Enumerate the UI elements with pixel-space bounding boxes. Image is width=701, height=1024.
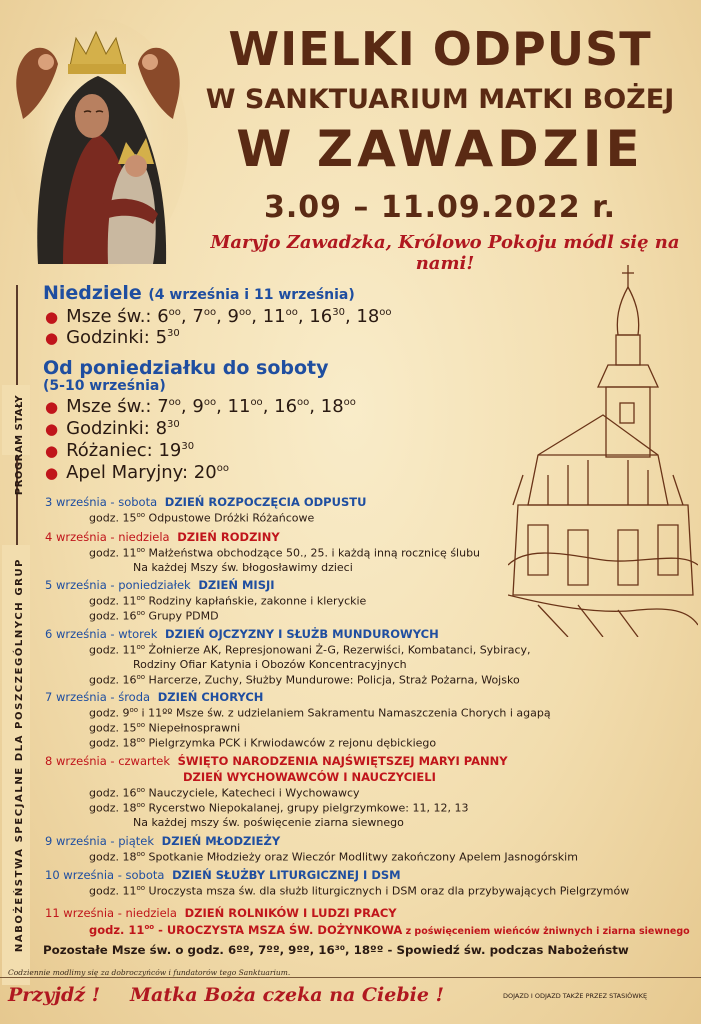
item-text: Harcerze, Zuchy, Służby Mundurowe: Policja, Straż Pożarna, Wojsko	[145, 673, 520, 687]
time-value: 9	[227, 306, 239, 327]
bullet-icon: ●	[45, 308, 59, 326]
day-7-sept	[45, 690, 263, 704]
day-date: 10 września - sobota	[45, 868, 165, 882]
item-time: godz. 16	[89, 673, 137, 687]
church-sketch	[508, 265, 698, 637]
item-text: Żołnierze AK, Represjonowani Ż-G, Rezerwiści, Kombatanci, Sybiracy,	[145, 643, 531, 657]
apel-label: Apel Maryjny:	[66, 462, 189, 483]
sundays-heading-text: Niedziele	[43, 282, 142, 304]
item-text: Na każdej Mszy św. błogosławimy dzieci	[133, 561, 353, 574]
item-time: godz. 11	[89, 594, 137, 608]
side-label-program: PROGRAM STAŁY	[14, 394, 25, 496]
sundays-heading	[43, 282, 355, 304]
day-4-sept	[45, 530, 280, 544]
item-time: godz. 15	[89, 511, 137, 525]
godzinki-times	[156, 418, 180, 439]
item-text: Rycerstwo Niepokalanej, grupy pielgrzymkowe: 11, 12, 13	[145, 801, 469, 815]
item-time: godz. 16	[89, 609, 137, 623]
item-time-min: oo	[136, 786, 146, 794]
finale-time: godz. 11	[89, 923, 145, 937]
time-value: 7	[192, 306, 204, 327]
day-3-sept	[45, 495, 366, 509]
time-minutes: 30	[167, 419, 180, 430]
item-time-min: oo	[136, 594, 146, 602]
day-item	[89, 801, 468, 815]
bullet-icon: ●	[45, 398, 59, 416]
day-item	[89, 609, 219, 623]
time-value: 16	[274, 396, 298, 417]
weekdays-apel	[45, 462, 229, 483]
finale-main: - UROCZYSTA MSZA ŚW. DOŻYNKOWA	[154, 923, 403, 937]
item-text: Uroczysta msza św. dla służb liturgicznych i DSM oraz dla przybywających Pielgrzymów	[145, 884, 630, 898]
item-time-min: oo	[136, 721, 146, 729]
item-text: Małżeństwa obchodzące 50., 25. i każdą inną rocznicę ślubu	[145, 546, 481, 560]
item-time: godz. 15	[89, 721, 137, 735]
weekdays-godzinki	[45, 418, 180, 439]
day-item	[89, 594, 366, 608]
footer-transport: DOJAZD I ODJAZD TAKŻE PRZEZ STASIÓWKĘ	[503, 992, 648, 1000]
day-item	[89, 850, 578, 864]
time-minutes: 30	[332, 307, 345, 318]
godzinki-times	[156, 327, 180, 348]
time-value: 11	[262, 306, 286, 327]
masses-label: Msze św.:	[66, 306, 152, 327]
time-value: 7	[157, 396, 169, 417]
sundays-godzinki	[45, 327, 180, 348]
bullet-icon: ●	[45, 420, 59, 438]
other-masses: Pozostałe Msze św. o godz. 6ºº, 7ºº, 9ºº, 16³⁰, 18ºº - Spowiedź św. podczas Nabożeństw	[43, 943, 629, 957]
item-time-min: oo	[136, 511, 146, 519]
sundays-masses	[45, 306, 392, 327]
day-item	[89, 721, 240, 735]
item-text: Rodziny Ofiar Katynia i Obozów Koncentracyjnych	[133, 658, 407, 671]
day-10-sept	[45, 868, 401, 882]
item-time: godz. 9	[89, 706, 130, 720]
day-date: 11 września - niedziela	[45, 906, 177, 920]
day-item	[89, 673, 520, 687]
time-value: 6	[157, 306, 169, 327]
footnote: Codziennie modlimy się za dobroczyńców i fundatorów tego Sanktuarium.	[8, 968, 291, 977]
day-event-secondary: DZIEŃ WYCHOWAWCÓW I NAUCZYCIELI	[183, 770, 436, 784]
day-date: 7 września - środa	[45, 690, 151, 704]
day-event: DZIEŃ RODZINY	[177, 530, 280, 544]
day-item	[89, 643, 531, 657]
day-event: ŚWIĘTO NARODZENIA NAJŚWIĘTSZEJ MARYI PANNY	[177, 754, 508, 768]
item-time-min: oo	[136, 850, 146, 858]
time-minutes: oo	[297, 397, 310, 408]
time-value: 18	[356, 306, 380, 327]
day-date: 9 września - piątek	[45, 834, 154, 848]
finale-small: z poświęceniem wieńców żniwnych i ziarna siewnego	[402, 926, 690, 937]
day-date: 8 września - czwartek	[45, 754, 170, 768]
item-time-min: oo	[136, 546, 146, 554]
weekdays-heading: Od poniedziałku do soboty	[43, 357, 329, 379]
day-event: DZIEŃ ROLNIKÓW I LUDZI PRACY	[184, 906, 397, 920]
item-time-min: oo	[136, 884, 146, 892]
day-date: 6 września - wtorek	[45, 627, 158, 641]
item-text: Rodziny kapłańskie, zakonne i kleryckie	[145, 594, 367, 608]
day-event: DZIEŃ ROZPOCZĘCIA ODPUSTU	[164, 495, 367, 509]
event-dates: 3.09 – 11.09.2022 r.	[263, 190, 617, 225]
time-minutes: oo	[216, 463, 229, 474]
time-minutes: oo	[168, 307, 181, 318]
day-item	[89, 884, 629, 898]
time-minutes: oo	[203, 307, 217, 318]
day-11-sept	[45, 906, 397, 920]
finale-time-min: oo	[144, 923, 155, 932]
title-line-3: W ZAWADZIE	[236, 120, 644, 178]
godzinki-label: Godzinki:	[66, 418, 150, 439]
time-value: 5	[155, 327, 168, 348]
day-date: 5 września - poniedziałek	[45, 578, 191, 592]
day-event: DZIEŃ OJCZYZNY I SŁUŻB MUNDUROWYCH	[165, 627, 439, 641]
time-value: 16	[309, 306, 333, 327]
day-item	[89, 736, 436, 750]
time-minutes: oo	[238, 307, 252, 318]
bullet-icon: ●	[45, 442, 59, 460]
day-item	[133, 658, 407, 671]
time-value: 20	[193, 462, 217, 483]
time-minutes: oo	[168, 397, 181, 408]
day-date: 3 września - sobota	[45, 495, 158, 509]
item-time: godz. 11	[89, 884, 137, 898]
day-event: DZIEŃ MISJI	[198, 578, 275, 592]
time-minutes: oo	[285, 307, 298, 318]
time-minutes: 30	[167, 328, 180, 339]
rozaniec-times	[158, 440, 194, 461]
day-6-sept	[45, 627, 439, 641]
time-minutes: oo	[250, 397, 263, 408]
item-time: godz. 11	[89, 643, 137, 657]
day-9-sept	[45, 834, 280, 848]
item-time-min: oo	[136, 643, 146, 651]
side-labels	[0, 285, 34, 985]
footer-come: Przyjdź !	[8, 984, 101, 1006]
time-minutes: oo	[379, 307, 392, 318]
item-time: godz. 11	[89, 546, 137, 560]
day-item	[89, 706, 551, 720]
side-label-special: NABOŻEŃSTWA SPECJALNE DLA POSZCZEGÓLNYCH GRUP	[14, 557, 25, 953]
item-text: Odpustowe Dróżki Różańcowe	[145, 511, 315, 525]
footer-waiting: Matka Boża czeka na Ciebie !	[130, 984, 444, 1006]
day-item	[89, 546, 480, 560]
finale-mass	[89, 923, 690, 937]
item-time-min: oo	[136, 609, 146, 617]
time-minutes: 30	[181, 441, 195, 452]
time-value: 11	[227, 396, 251, 417]
item-time: godz. 18	[89, 850, 137, 864]
day-item	[133, 561, 353, 574]
motto: Maryjo Zawadzka, Królowo Pokoju módl się na nami!	[210, 232, 680, 274]
item-time: godz. 18	[89, 801, 137, 815]
mass-times: $7^{oo}$, $9^{oo}$, $11^{oo}$, $16^{oo}$, $18^{oo}$	[157, 396, 356, 417]
rozaniec-label: Różaniec:	[66, 440, 153, 461]
time-minutes: oo	[203, 397, 217, 408]
time-value: 9	[192, 396, 204, 417]
item-time: godz. 16	[89, 786, 137, 800]
day-item	[89, 786, 360, 800]
bullet-icon: ●	[45, 329, 59, 347]
item-time-min: oo	[136, 673, 146, 681]
apel-times	[194, 462, 229, 483]
weekdays-subheading: (5-10 września)	[43, 378, 166, 394]
item-time-min: oo	[136, 801, 146, 809]
godzinki-label: Godzinki:	[66, 327, 150, 348]
day-event: DZIEŃ SŁUŻBY LITURGICZNEJ I DSM	[172, 868, 401, 882]
weekdays-rozaniec	[45, 440, 194, 461]
time-minutes: oo	[343, 397, 356, 408]
item-time-min: oo	[129, 706, 139, 714]
masses-label: Msze św.:	[66, 396, 152, 417]
title-line-1: WIELKI ODPUST	[228, 22, 652, 76]
item-text: i 11ºº Msze św. z udzielaniem Sakramentu Namaszczenia Chorych i agapą	[138, 706, 551, 720]
bullet-icon: ●	[45, 464, 59, 482]
item-text: Niepełnosprawni	[145, 721, 241, 735]
mass-times: $6^{oo}$, $7^{oo}$, $9^{oo}$, $11^{oo}$, $16^{30}$, $18^{oo}$	[157, 306, 392, 327]
time-value: 18	[320, 396, 344, 417]
item-text: Nauczyciele, Katecheci i Wychowawcy	[145, 786, 360, 800]
day-5-sept	[45, 578, 275, 592]
sundays-subheading: (4 września i 11 września)	[148, 287, 355, 303]
item-text: Na każdej mszy św. poświęcenie ziarna siewnego	[133, 816, 404, 829]
item-text: Grupy PDMD	[145, 609, 219, 623]
item-time: godz. 18	[89, 736, 137, 750]
time-value: 19	[158, 440, 182, 461]
item-text: Pielgrzymka PCK i Krwiodawców z rejonu dębickiego	[145, 736, 437, 750]
item-text: Spotkanie Młodzieży oraz Wieczór Modlitwy zakończony Apelem Jasnogórskim	[145, 850, 578, 864]
day-item	[89, 511, 314, 525]
time-value: 8	[155, 418, 168, 439]
item-time-min: oo	[136, 736, 146, 744]
weekdays-masses	[45, 396, 356, 417]
day-date: 4 września - niedziela	[45, 530, 170, 544]
day-event: DZIEŃ MŁODZIEŻY	[161, 834, 281, 848]
footer-divider	[0, 977, 701, 978]
madonna-icon	[8, 14, 190, 268]
day-item	[133, 816, 404, 829]
day-event: DZIEŃ CHORYCH	[157, 690, 264, 704]
day-8-sept	[45, 754, 508, 768]
title-line-2: W SANKTUARIUM MATKI BOŻEJ	[205, 84, 675, 115]
